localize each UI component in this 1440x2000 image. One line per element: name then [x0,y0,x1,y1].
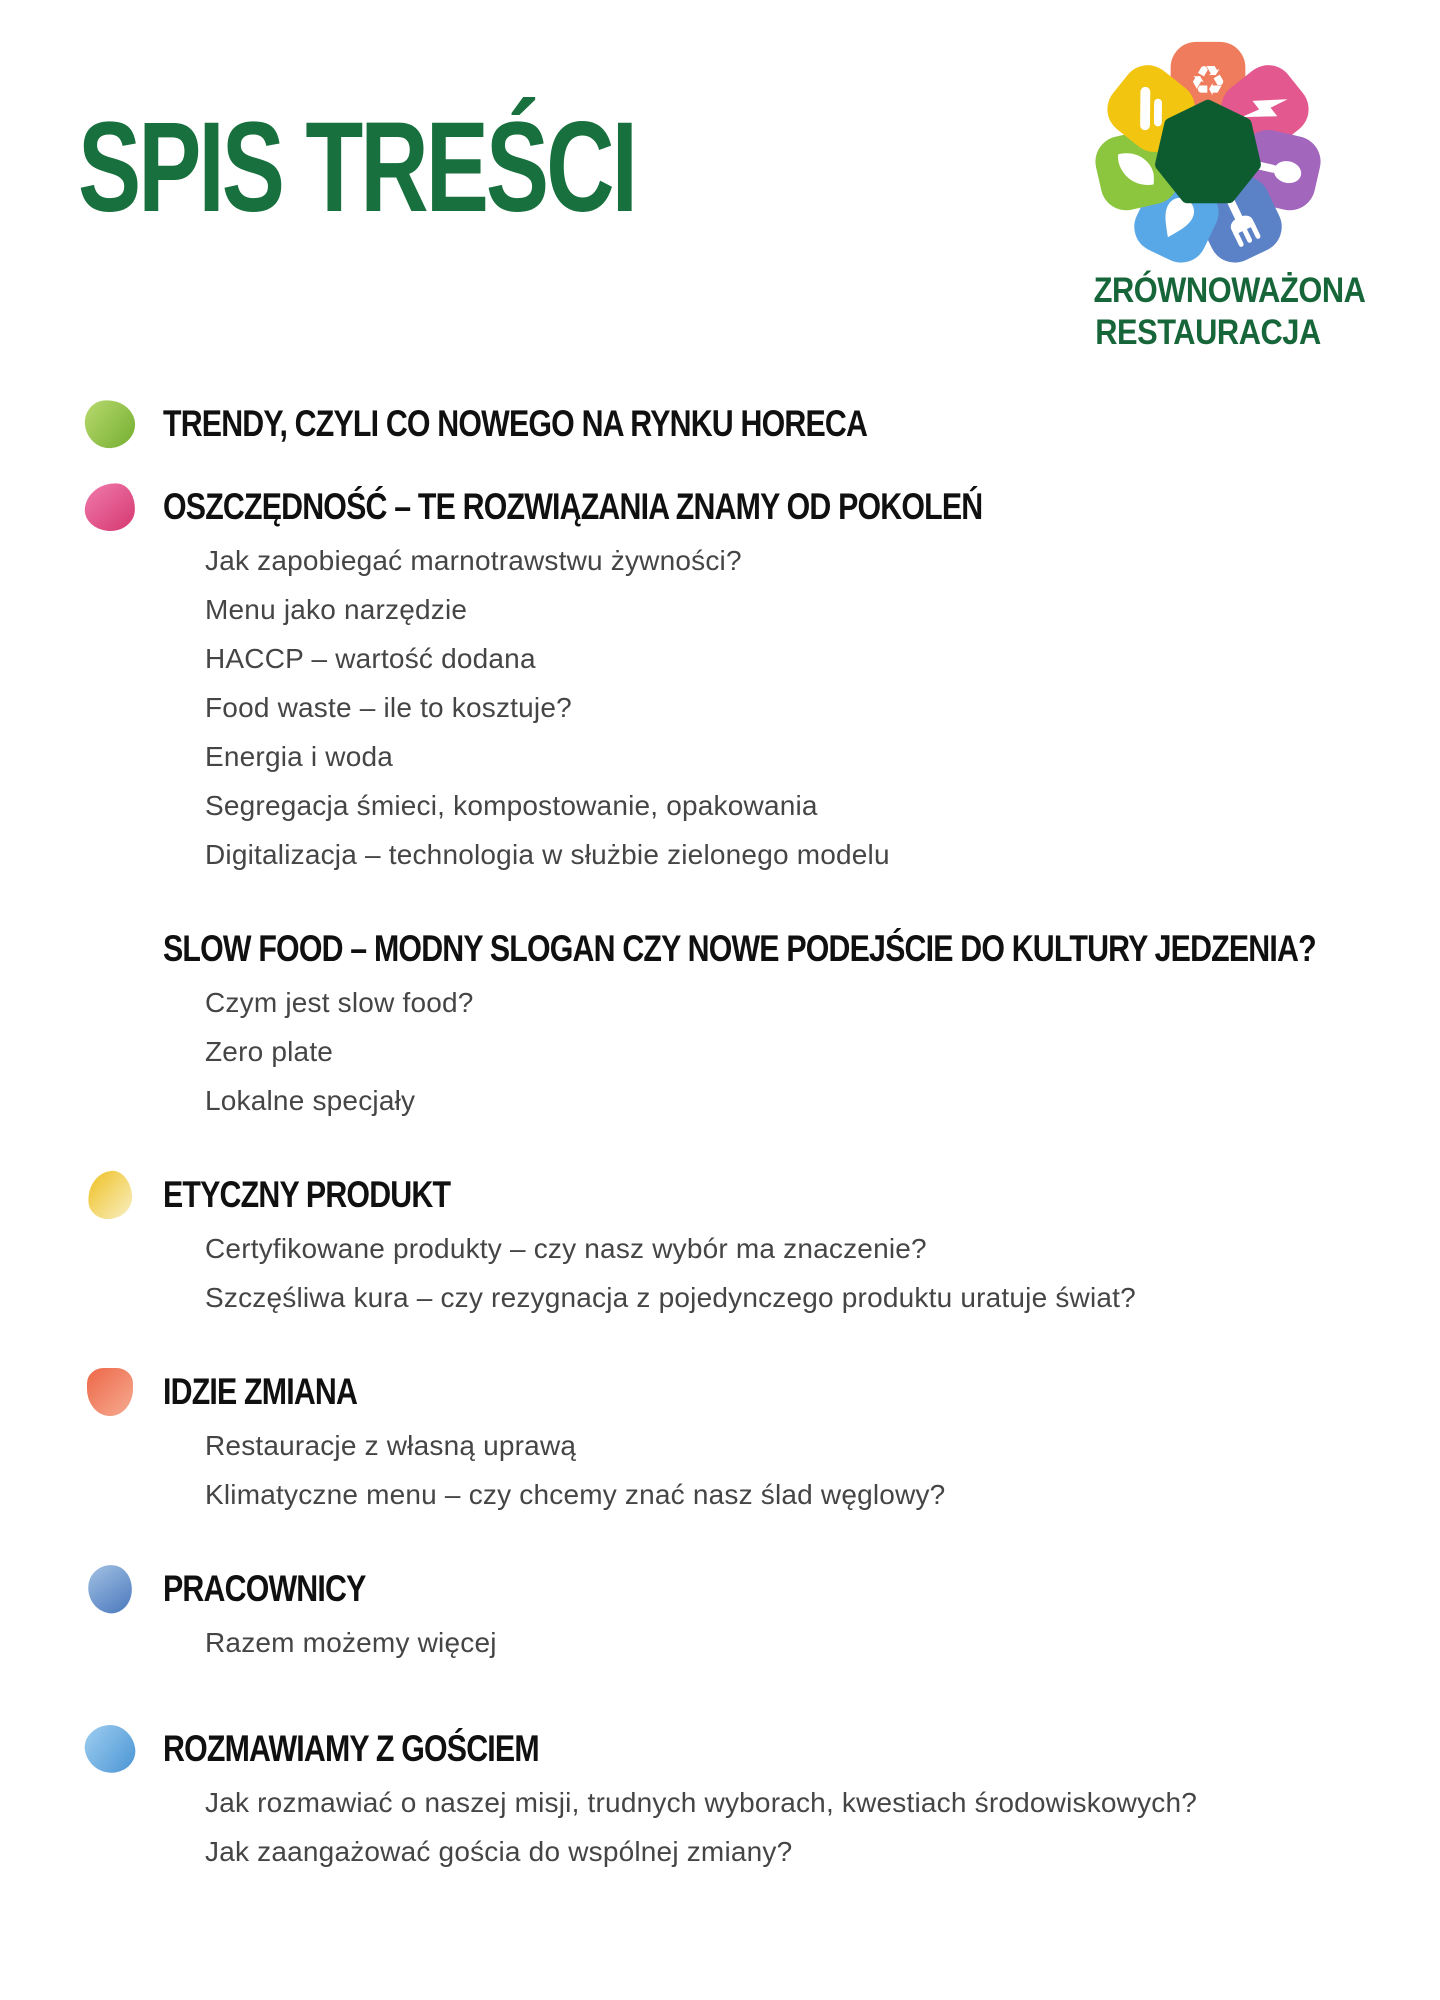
section-header [85,399,1400,449]
toc-item: Jak rozmawiać o naszej misji, trudnych wyborach, kwestiach środowiskowych? [205,1787,1198,1818]
flower-logo-icon [1090,30,1326,270]
section-header [85,482,1400,532]
section-title: PRACOWNICY [163,1568,366,1609]
section-title: ETYCZNY PRODUKT [163,1174,451,1215]
section-items [205,1421,1400,1519]
section-title: TRENDY, CZYLI CO NOWEGO NA RYNKU HORECA [163,403,868,444]
toc-section-etyczny-produkt [85,1170,1400,1322]
section-title: ROZMAWIAMY Z GOŚCIEM [163,1728,539,1769]
toc-item: Restauracje z własną uprawą [205,1430,577,1461]
toc-item: Razem możemy więcej [205,1627,497,1658]
toc-section-rozmawiamy-z-gosciem [85,1724,1400,1876]
section-header [85,1367,1400,1417]
section-items [205,1224,1400,1322]
toc-item: Menu jako narzędzie [205,594,468,625]
toc-item: Jak zaangażować gościa do wspólnej zmiany? [205,1836,793,1867]
section-bullet-blob [83,481,136,532]
toc-item: Zero plate [205,1036,334,1067]
section-bullet-blob [86,922,134,975]
table-of-contents [85,399,1400,1921]
toc-item: Lokalne specjały [205,1085,416,1116]
section-items [205,1618,1400,1667]
section-title: OSZCZĘDNOŚĆ – TE ROZWIĄZANIA ZNAMY OD POKOLEŃ [163,486,983,527]
page-title: SPIS TREŚCI [78,96,635,239]
section-bullet-blob [83,398,138,451]
toc-item: Digitalizacja – technologia w służbie zielonego modelu [205,839,890,870]
section-items [205,1778,1400,1876]
section-title: IDZIE ZMIANA [163,1371,358,1412]
section-items [205,536,1400,879]
section-header [85,924,1400,974]
section-bullet-blob [82,1722,138,1776]
toc-section-oszczednosc [85,482,1400,879]
toc-item: Energia i woda [205,741,394,772]
section-items [205,978,1400,1125]
toc-item: Klimatyczne menu – czy chcemy znać nasz ślad węglowy? [205,1479,946,1510]
toc-item: Czym jest slow food? [205,987,474,1018]
logo-center-heptagon [1162,107,1254,197]
toc-section-idzie-zmiana [85,1367,1400,1519]
toc-section-trendy [85,399,1400,449]
toc-item: Certyfikowane produkty – czy nasz wybór ma znaczenie? [205,1233,927,1264]
toc-item: Segregacja śmieci, kompostowanie, opakowania [205,790,818,821]
recycle-icon: ♻ [1189,57,1227,104]
section-bullet-blob [87,1368,133,1416]
section-header [85,1724,1400,1774]
section-header [85,1564,1400,1614]
section-bullet-blob [84,1562,136,1617]
sustainable-restaurant-logo [1078,30,1366,354]
section-header [85,1170,1400,1220]
toc-section-slow-food [85,924,1400,1125]
toc-item: Jak zapobiegać marnotrawstwu żywności? [205,545,742,576]
section-bullet-blob [86,1170,133,1221]
toc-section-pracownicy [85,1564,1400,1667]
section-title: SLOW FOOD – MODNY SLOGAN CZY NOWE PODEJŚCIE DO KULTURY JEDZENIA? [163,928,1316,969]
toc-item: HACCP – wartość dodana [205,643,536,674]
brand-line2: RESTAURACJA [1095,313,1321,352]
brand-line1: ZRÓWNOWAŻONA [1093,271,1366,310]
toc-item: Szczęśliwa kura – czy rezygnacja z pojedynczego produktu uratuje świat? [205,1282,1136,1313]
toc-item: Food waste – ile to kosztuje? [205,692,572,723]
